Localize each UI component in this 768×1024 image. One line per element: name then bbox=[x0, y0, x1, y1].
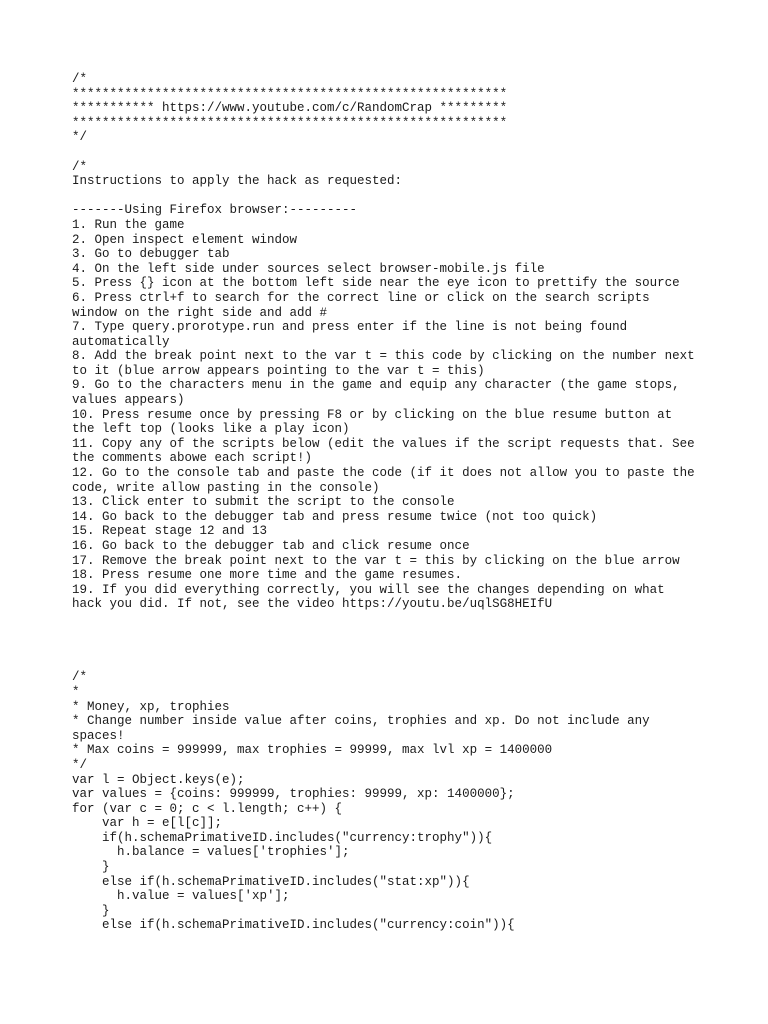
text-line bbox=[72, 641, 712, 656]
text-line: 2. Open inspect element window bbox=[72, 232, 298, 247]
text-line: var h = e[l[c]]; bbox=[72, 816, 223, 831]
text-line: } bbox=[72, 903, 110, 918]
text-line bbox=[72, 145, 712, 160]
text-line: h.value = values['xp']; bbox=[72, 889, 290, 904]
text-line: hack you did. If not, see the video https://youtu.be/uqlSG8HEIfU bbox=[72, 597, 553, 612]
text-line: 15. Repeat stage 12 and 13 bbox=[72, 524, 268, 539]
text-line bbox=[72, 627, 712, 642]
text-line: 11. Copy any of the scripts below (edit the values if the script requests that. See bbox=[72, 436, 695, 451]
text-line: code, write allow pasting in the console) bbox=[72, 480, 380, 495]
text-line: 8. Add the break point next to the var t = this code by clicking on the number next bbox=[72, 349, 695, 364]
document-page bbox=[72, 72, 712, 933]
text-line: } bbox=[72, 860, 110, 875]
text-line bbox=[72, 612, 712, 627]
text-line: h.balance = values['trophies']; bbox=[72, 845, 350, 860]
document-text bbox=[72, 72, 712, 933]
text-line: * Money, xp, trophies bbox=[72, 699, 230, 714]
text-line: var l = Object.keys(e); bbox=[72, 772, 245, 787]
text-line: * bbox=[72, 684, 80, 699]
text-line: 6. Press ctrl+f to search for the correct line or click on the search scripts bbox=[72, 290, 650, 305]
text-line: 13. Click enter to submit the script to the console bbox=[72, 495, 455, 510]
text-line: */ bbox=[72, 757, 88, 772]
text-line: /* bbox=[72, 159, 88, 174]
text-line: ********************************************************** bbox=[72, 115, 508, 130]
text-line: * Max coins = 999999, max trophies = 99999, max lvl xp = 1400000 bbox=[72, 743, 553, 758]
text-line: 4. On the left side under sources select browser-mobile.js file bbox=[72, 261, 545, 276]
text-line: ********************************************************** bbox=[72, 86, 508, 101]
text-line: 1. Run the game bbox=[72, 217, 185, 232]
text-line: automatically bbox=[72, 334, 170, 349]
text-line: 19. If you did everything correctly, you will see the changes depending on what bbox=[72, 582, 665, 597]
text-line: window on the right side and add # bbox=[72, 305, 328, 320]
text-line: * Change number inside value after coins, trophies and xp. Do not include any bbox=[72, 714, 650, 729]
text-line: 3. Go to debugger tab bbox=[72, 247, 230, 262]
text-line: /* bbox=[72, 72, 88, 86]
text-line: Instructions to apply the hack as requested: bbox=[72, 174, 403, 189]
text-line: 5. Press {} icon at the bottom left side near the eye icon to prettify the source bbox=[72, 276, 680, 291]
text-line: 17. Remove the break point next to the var t = this by clicking on the blue arrow bbox=[72, 553, 680, 568]
text-line: the comments abowe each script!) bbox=[72, 451, 313, 466]
text-line: if(h.schemaPrimativeID.includes("currency:trophy")){ bbox=[72, 830, 493, 845]
text-line: 12. Go to the console tab and paste the code (if it does not allow you to paste the bbox=[72, 466, 695, 481]
text-line: 14. Go back to the debugger tab and press resume twice (not too quick) bbox=[72, 509, 598, 524]
text-line: 7. Type query.prorotype.run and press enter if the line is not being found bbox=[72, 320, 628, 335]
text-line: to it (blue arrow appears pointing to the var t = this) bbox=[72, 363, 485, 378]
text-line: the left top (looks like a play icon) bbox=[72, 422, 350, 437]
text-line: else if(h.schemaPrimativeID.includes("stat:xp")){ bbox=[72, 874, 470, 889]
text-line: */ bbox=[72, 130, 88, 145]
text-line: var values = {coins: 999999, trophies: 99999, xp: 1400000}; bbox=[72, 787, 515, 802]
text-line: 10. Press resume once by pressing F8 or by clicking on the blue resume button at bbox=[72, 407, 673, 422]
text-line: 9. Go to the characters menu in the game and equip any character (the game stops, bbox=[72, 378, 680, 393]
text-line: /* bbox=[72, 670, 88, 685]
text-line: values appears) bbox=[72, 393, 185, 408]
text-line: else if(h.schemaPrimativeID.includes("currency:coin")){ bbox=[72, 918, 515, 933]
text-line: spaces! bbox=[72, 728, 125, 743]
text-line: *********** https://www.youtube.com/c/RandomCrap ********* bbox=[72, 101, 508, 116]
text-line bbox=[72, 189, 712, 204]
text-line bbox=[72, 656, 712, 671]
text-line: 18. Press resume one more time and the game resumes. bbox=[72, 568, 463, 583]
text-line: 16. Go back to the debugger tab and click resume once bbox=[72, 539, 470, 553]
text-line: for (var c = 0; c < l.length; c++) { bbox=[72, 801, 343, 816]
text-line: -------Using Firefox browser:--------- bbox=[72, 203, 358, 218]
